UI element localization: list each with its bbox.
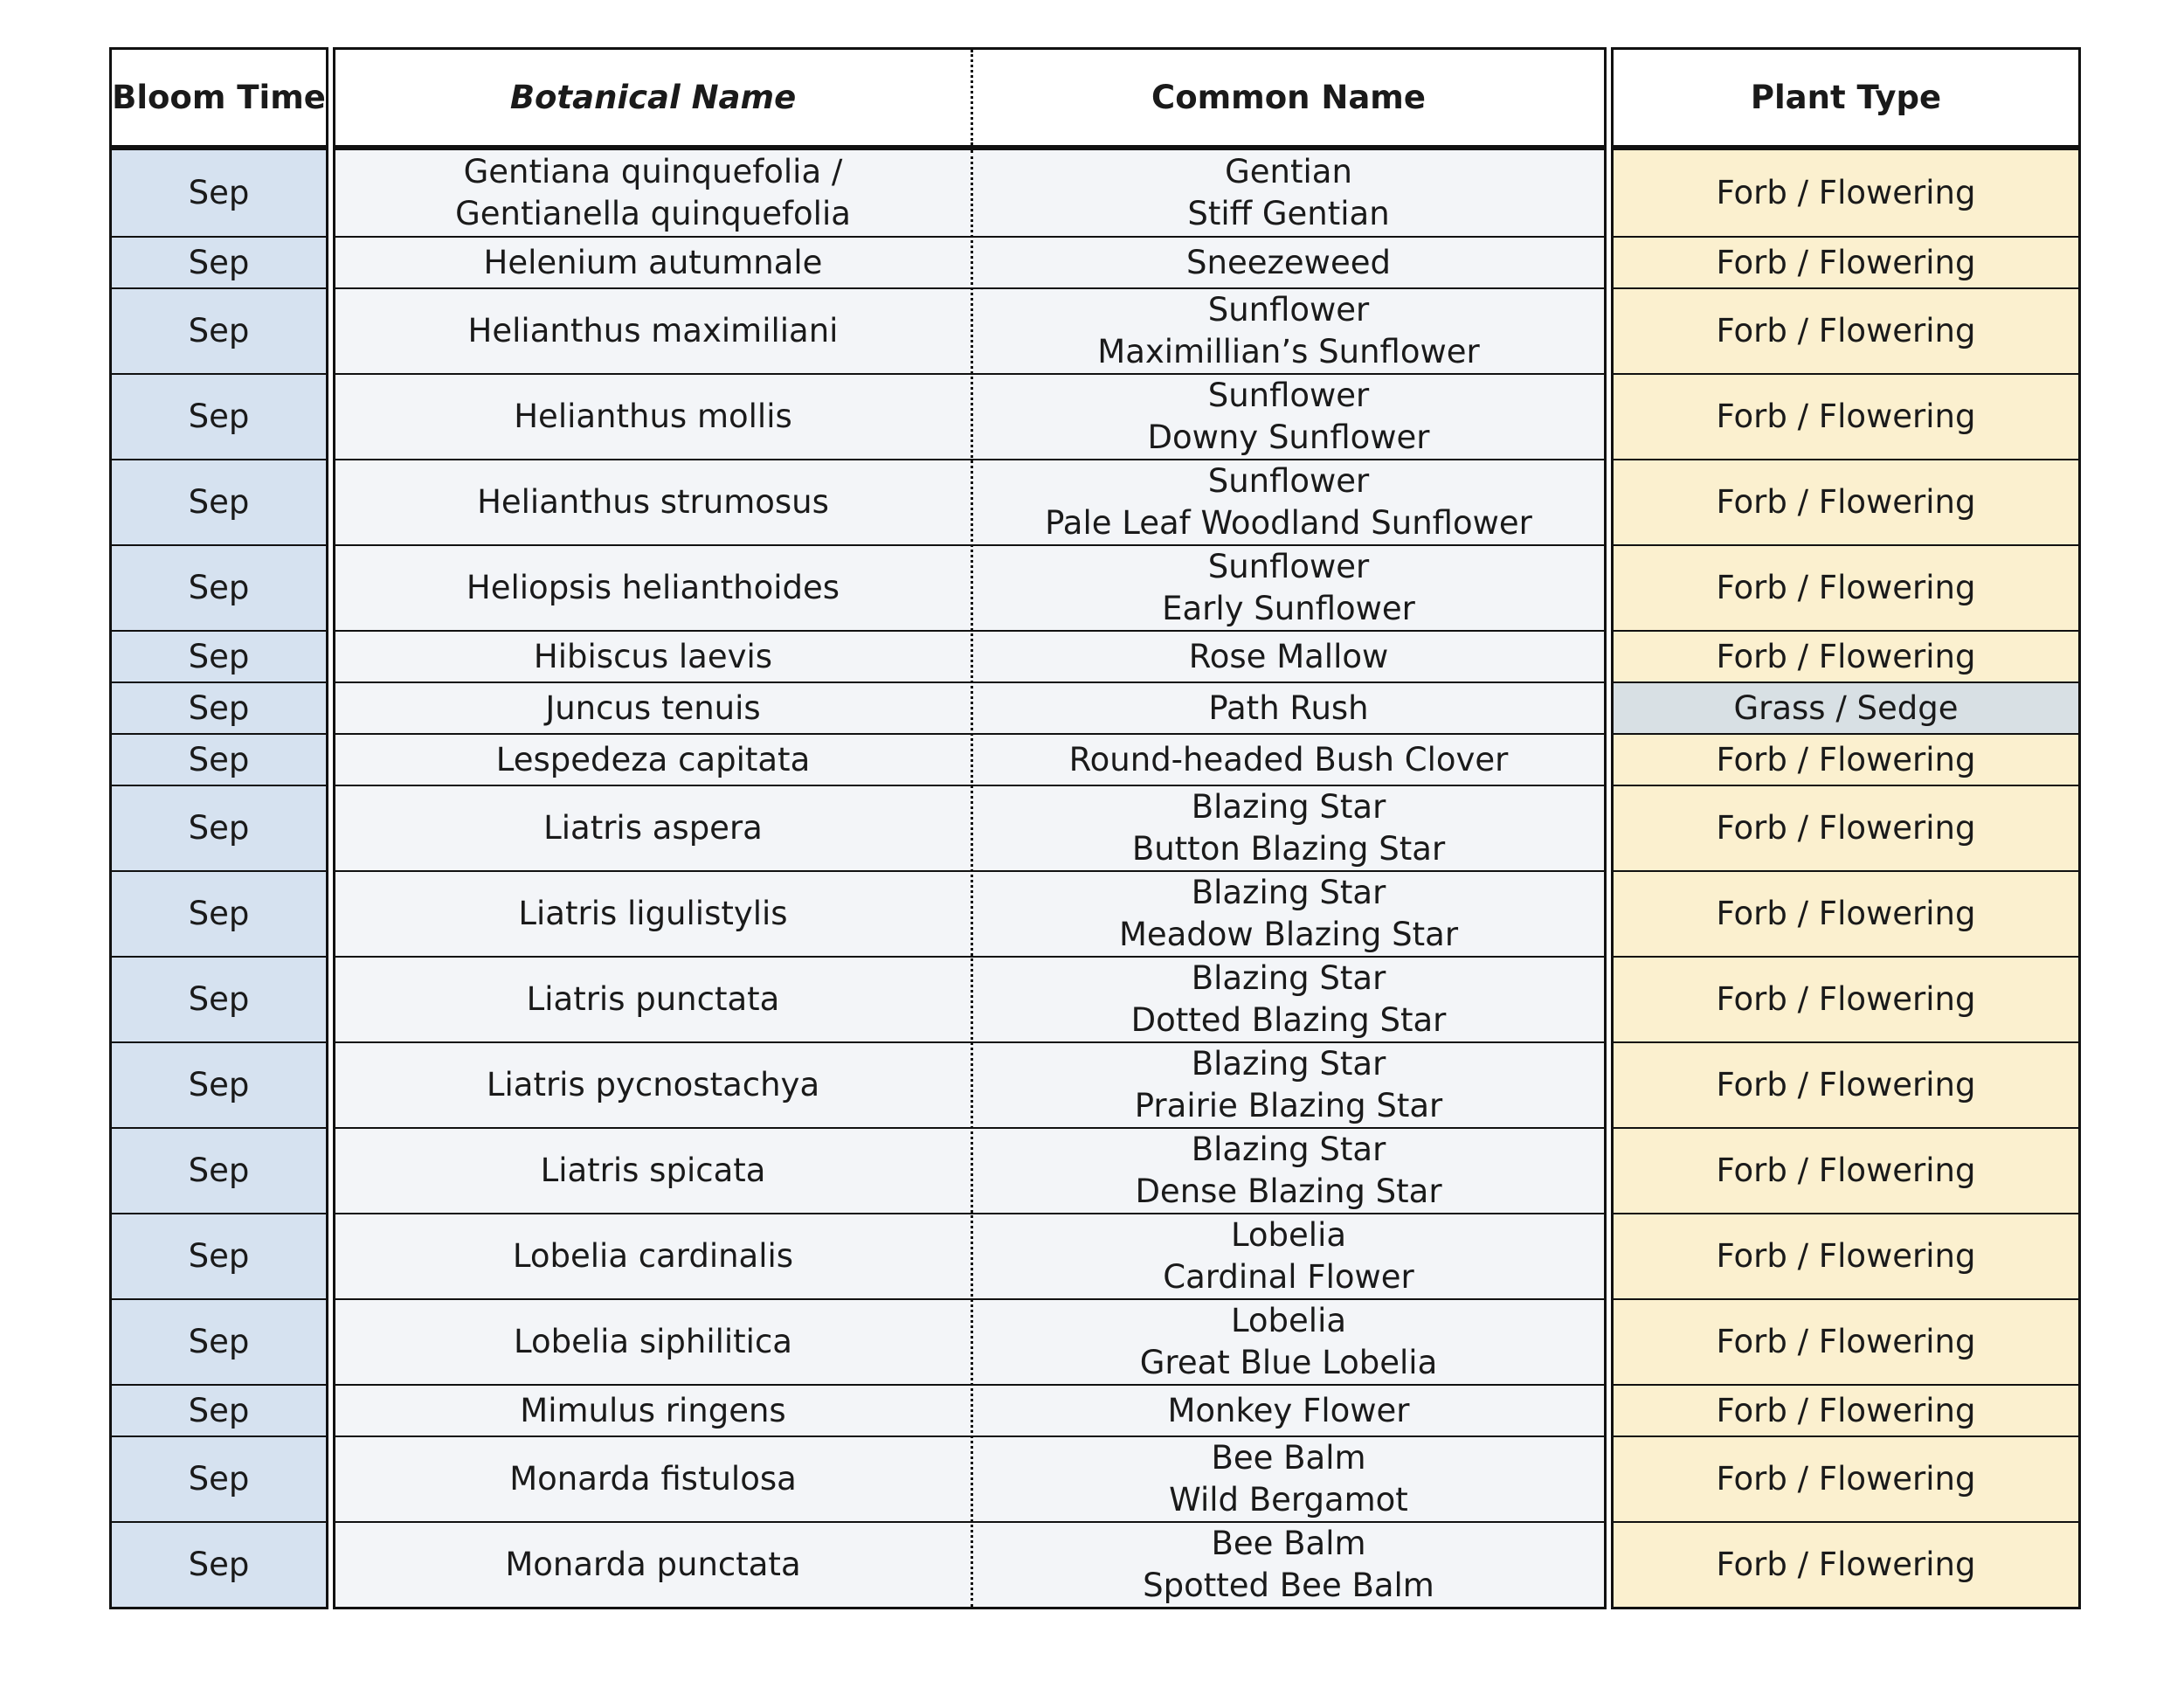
plant-type-cell: [1614, 150, 2078, 236]
name-row: [335, 236, 1604, 287]
name-row: [335, 459, 1604, 544]
bloom-time-cell: [112, 786, 326, 870]
plant-type-cell: [1614, 683, 2078, 733]
bloom-row: [112, 1127, 326, 1213]
bloom-row: [112, 459, 326, 544]
botanical-name-cell: [335, 150, 971, 236]
bloom-row: [112, 1521, 326, 1607]
common-name-cell: [973, 1129, 1604, 1213]
bloom-row: [112, 681, 326, 733]
name-row: [335, 870, 1604, 956]
common-name-cell-line: Bee Balm: [1211, 1439, 1366, 1477]
bloom-time-cell-line: Sep: [188, 809, 250, 847]
plant-type-cell-line: Forb / Flowering: [1716, 809, 1976, 847]
bloom-time-cell: [112, 1214, 326, 1298]
bloom-time-cell-line: Sep: [188, 1066, 250, 1103]
header-plant-type: Plant Type: [1750, 79, 1942, 116]
plant-type-cell: [1614, 238, 2078, 287]
bloom-time-cell-line: Sep: [188, 1460, 250, 1498]
common-name-cell-line: Path Rush: [1208, 688, 1369, 727]
plant-type-cell: [1614, 546, 2078, 630]
bloom-time-cell: [112, 735, 326, 785]
plant-type-cell-line: Forb / Flowering: [1716, 483, 1976, 521]
common-name-cell-line: Blazing Star: [1191, 959, 1386, 997]
common-name-cell: [973, 150, 1604, 236]
common-name-cell-line: Spotted Bee Balm: [1143, 1567, 1434, 1604]
common-name-cell-line: Round-headed Bush Clover: [1068, 740, 1509, 778]
bloom-time-cell: [112, 1129, 326, 1213]
header-bloom-time: Bloom Time: [112, 79, 326, 116]
bloom-time-cell-line: Sep: [188, 740, 250, 778]
common-name-cell: [973, 958, 1604, 1041]
plant-type-cell: [1614, 1300, 2078, 1384]
common-name-cell-line: Wild Bergamot: [1169, 1481, 1408, 1519]
bloom-time-cell: [112, 958, 326, 1041]
botanical-name-cell: [335, 460, 971, 544]
bloom-row: [112, 1041, 326, 1127]
common-name-cell: [973, 1437, 1604, 1521]
bloom-column: [109, 150, 328, 1609]
header-name-block: [333, 47, 1607, 150]
plant-type-cell-line: Forb / Flowering: [1716, 569, 1976, 606]
name-row: [335, 373, 1604, 459]
type-row: [1614, 956, 2078, 1041]
bloom-row: [112, 373, 326, 459]
bloom-time-cell-line: Sep: [188, 1546, 250, 1583]
name-row: [335, 733, 1604, 785]
botanical-name-cell-line: Juncus tenuis: [545, 688, 761, 727]
common-name-cell: [973, 238, 1604, 287]
botanical-name-cell-line: Lespedeza capitata: [495, 740, 811, 778]
bloom-row: [112, 1298, 326, 1384]
plant-type-cell: [1614, 1437, 2078, 1521]
type-row: [1614, 1041, 2078, 1127]
bloom-time-cell-line: Sep: [188, 312, 250, 349]
plant-type-cell-line: Forb / Flowering: [1716, 637, 1976, 675]
type-row: [1614, 1298, 2078, 1384]
common-name-cell-line: Stiff Gentian: [1187, 195, 1390, 232]
bloom-time-cell: [112, 546, 326, 630]
common-name-cell: [973, 546, 1604, 630]
header-type-block: [1611, 47, 2081, 150]
plant-type-cell-line: Forb / Flowering: [1716, 1152, 1976, 1189]
bloom-row: [112, 1213, 326, 1298]
common-name-cell-line: Dense Blazing Star: [1135, 1173, 1442, 1210]
type-row: [1614, 785, 2078, 870]
type-row: [1614, 630, 2078, 681]
bloom-time-cell-line: Sep: [188, 688, 250, 727]
bloom-time-cell: [112, 238, 326, 287]
bloom-time-cell: [112, 872, 326, 956]
plant-type-cell-line: Forb / Flowering: [1716, 243, 1976, 281]
botanical-name-cell-line: Gentianella quinquefolia: [455, 195, 851, 232]
common-name-cell: [973, 1043, 1604, 1127]
common-name-cell: [973, 375, 1604, 459]
bloom-time-cell: [112, 1437, 326, 1521]
bloom-time-cell: [112, 460, 326, 544]
plant-type-cell: [1614, 1386, 2078, 1435]
botanical-name-cell-line: Liatris punctata: [526, 980, 780, 1018]
bloom-time-cell: [112, 150, 326, 236]
bloom-time-cell-line: Sep: [188, 174, 250, 211]
botanical-name-cell-line: Mimulus ringens: [520, 1391, 786, 1429]
plant-type-cell: [1614, 1214, 2078, 1298]
bloom-time-cell-line: Sep: [188, 483, 250, 521]
name-row: [335, 630, 1604, 681]
botanical-name-cell-line: Helianthus strumosus: [477, 483, 829, 521]
plant-type-cell-line: Forb / Flowering: [1716, 1391, 1976, 1429]
botanical-name-cell: [335, 1214, 971, 1298]
botanical-name-cell: [335, 1300, 971, 1384]
common-name-cell: [973, 460, 1604, 544]
name-columns: [333, 150, 1607, 1609]
plant-type-cell-line: Forb / Flowering: [1716, 740, 1976, 778]
name-row: [335, 1521, 1604, 1607]
plant-type-cell-line: Grass / Sedge: [1733, 688, 1959, 727]
botanical-name-cell-line: Liatris ligulistylis: [518, 895, 788, 932]
bloom-row: [112, 1435, 326, 1521]
common-name-cell-line: Lobelia: [1230, 1302, 1347, 1339]
common-name-cell-line: Sunflower: [1207, 548, 1370, 585]
type-row: [1614, 459, 2078, 544]
header-column-divider: [971, 50, 973, 145]
type-row: [1614, 373, 2078, 459]
common-name-cell-line: Blazing Star: [1191, 1131, 1386, 1168]
type-row: [1614, 150, 2078, 236]
plant-type-cell-line: Forb / Flowering: [1716, 895, 1976, 932]
bloom-time-cell: [112, 1386, 326, 1435]
bloom-time-cell-line: Sep: [188, 243, 250, 281]
botanical-name-cell: [335, 632, 971, 681]
bloom-time-cell-line: Sep: [188, 637, 250, 675]
plant-type-column: [1611, 150, 2081, 1609]
botanical-name-cell-line: Helenium autumnale: [483, 243, 823, 281]
plant-type-cell: [1614, 375, 2078, 459]
plant-type-cell: [1614, 872, 2078, 956]
common-name-cell-line: Prairie Blazing Star: [1134, 1087, 1443, 1124]
botanical-name-cell: [335, 1129, 971, 1213]
plant-type-cell: [1614, 1129, 2078, 1213]
bloom-time-cell-line: Sep: [188, 398, 250, 435]
common-name-cell: [973, 1386, 1604, 1435]
type-row: [1614, 1435, 2078, 1521]
common-name-cell: [973, 683, 1604, 733]
bloom-row: [112, 630, 326, 681]
botanical-name-cell-line: Lobelia siphilitica: [514, 1323, 792, 1360]
plant-type-cell-line: Forb / Flowering: [1716, 174, 1976, 211]
botanical-name-cell: [335, 735, 971, 785]
plant-type-cell-line: Forb / Flowering: [1716, 1546, 1976, 1583]
common-name-cell: [973, 735, 1604, 785]
botanical-name-cell: [335, 872, 971, 956]
bloom-time-cell: [112, 632, 326, 681]
common-name-cell-line: Downy Sunflower: [1147, 419, 1430, 456]
plant-type-cell: [1614, 1043, 2078, 1127]
common-name-cell: [973, 1523, 1604, 1607]
plant-type-cell: [1614, 460, 2078, 544]
botanical-name-cell-line: Monarda punctata: [505, 1546, 801, 1583]
botanical-name-cell-line: Monarda fistulosa: [509, 1460, 797, 1498]
common-name-cell-line: Lobelia: [1230, 1216, 1347, 1254]
common-name-cell-line: Blazing Star: [1191, 1045, 1386, 1083]
botanical-name-cell: [335, 1523, 971, 1607]
name-row: [335, 1298, 1604, 1384]
type-row: [1614, 1384, 2078, 1435]
botanical-name-cell: [335, 289, 971, 373]
name-row: [335, 1435, 1604, 1521]
botanical-name-cell: [335, 958, 971, 1041]
botanical-name-cell: [335, 375, 971, 459]
plant-type-cell: [1614, 735, 2078, 785]
common-name-cell: [973, 1300, 1604, 1384]
bloom-time-cell-line: Sep: [188, 1237, 250, 1275]
plant-type-cell: [1614, 289, 2078, 373]
bloom-row: [112, 956, 326, 1041]
header-common-name: Common Name: [1151, 79, 1426, 116]
bloom-row: [112, 870, 326, 956]
name-row: [335, 150, 1604, 236]
bloom-time-cell: [112, 289, 326, 373]
plant-type-cell-line: Forb / Flowering: [1716, 1323, 1976, 1360]
type-row: [1614, 870, 2078, 956]
plant-type-cell: [1614, 632, 2078, 681]
plant-type-cell: [1614, 958, 2078, 1041]
type-row: [1614, 1213, 2078, 1298]
bloom-row: [112, 544, 326, 630]
common-name-cell-line: Dotted Blazing Star: [1130, 1001, 1447, 1039]
common-name-cell-line: Sneezeweed: [1186, 243, 1391, 281]
bloom-time-cell: [112, 1523, 326, 1607]
bloom-time-cell-line: Sep: [188, 1152, 250, 1189]
botanical-name-cell: [335, 546, 971, 630]
botanical-name-cell-line: Gentiana quinquefolia /: [463, 153, 843, 190]
common-name-cell-line: Pale Leaf Woodland Sunflower: [1045, 504, 1532, 542]
common-name-cell-line: Sunflower: [1207, 462, 1370, 500]
common-name-cell: [973, 786, 1604, 870]
name-row: [335, 287, 1604, 373]
bloom-time-cell: [112, 375, 326, 459]
bloom-time-cell-line: Sep: [188, 980, 250, 1018]
botanical-name-cell-line: Liatris pycnostachya: [486, 1066, 820, 1103]
bloom-time-cell-line: Sep: [188, 1323, 250, 1360]
botanical-name-cell-line: Liatris aspera: [543, 809, 763, 847]
botanical-name-cell: [335, 238, 971, 287]
name-row: [335, 1213, 1604, 1298]
name-row: [335, 1384, 1604, 1435]
botanical-name-cell-line: Heliopsis helianthoides: [466, 569, 840, 606]
common-name-cell-line: Sunflower: [1207, 291, 1370, 329]
common-name-cell-line: Rose Mallow: [1188, 637, 1389, 675]
botanical-name-cell: [335, 683, 971, 733]
plant-type-cell-line: Forb / Flowering: [1716, 980, 1976, 1018]
type-row: [1614, 236, 2078, 287]
name-row: [335, 956, 1604, 1041]
plant-type-cell: [1614, 1523, 2078, 1607]
bloom-row: [112, 733, 326, 785]
name-row: [335, 681, 1604, 733]
name-row: [335, 1127, 1604, 1213]
common-name-cell-line: Gentian: [1225, 153, 1352, 190]
name-row: [335, 544, 1604, 630]
botanical-name-cell: [335, 1437, 971, 1521]
common-name-cell: [973, 872, 1604, 956]
common-name-cell: [973, 632, 1604, 681]
header-bloom-block: [109, 47, 328, 150]
common-name-cell-line: Blazing Star: [1191, 788, 1386, 826]
common-name-cell-line: Maximillian’s Sunflower: [1097, 333, 1480, 370]
type-row: [1614, 287, 2078, 373]
type-row: [1614, 733, 2078, 785]
bloom-time-cell-line: Sep: [188, 1391, 250, 1429]
plant-type-cell-line: Forb / Flowering: [1716, 312, 1976, 349]
name-row: [335, 785, 1604, 870]
botanical-name-cell: [335, 1043, 971, 1127]
plant-type-cell-line: Forb / Flowering: [1716, 1066, 1976, 1103]
botanical-name-cell-line: Hibiscus laevis: [533, 637, 773, 675]
common-name-cell-line: Early Sunflower: [1162, 590, 1415, 627]
header-botanical-name: Botanical Name: [509, 79, 797, 116]
common-name-cell-line: Sunflower: [1207, 377, 1370, 414]
common-name-cell-line: Blazing Star: [1191, 874, 1386, 911]
common-name-cell-line: Meadow Blazing Star: [1118, 916, 1459, 953]
bloom-row: [112, 1384, 326, 1435]
plant-type-cell-line: Forb / Flowering: [1716, 1237, 1976, 1275]
common-name-cell-line: Bee Balm: [1211, 1525, 1366, 1562]
botanical-name-cell-line: Helianthus maximiliani: [467, 312, 839, 349]
bloom-time-cell: [112, 1043, 326, 1127]
bloom-row: [112, 785, 326, 870]
common-name-cell: [973, 1214, 1604, 1298]
bloom-time-cell: [112, 1300, 326, 1384]
plant-type-cell-line: Forb / Flowering: [1716, 1460, 1976, 1498]
type-row: [1614, 1521, 2078, 1607]
bloom-time-cell: [112, 683, 326, 733]
botanical-name-cell-line: Liatris spicata: [540, 1152, 766, 1189]
bloom-time-cell-line: Sep: [188, 895, 250, 932]
common-name-cell: [973, 289, 1604, 373]
bloom-time-cell-line: Sep: [188, 569, 250, 606]
botanical-name-cell-line: Lobelia cardinalis: [512, 1237, 794, 1275]
botanical-name-cell-line: Helianthus mollis: [514, 398, 792, 435]
common-name-cell-line: Great Blue Lobelia: [1139, 1344, 1438, 1381]
type-row: [1614, 1127, 2078, 1213]
plant-type-cell: [1614, 786, 2078, 870]
bloom-row: [112, 236, 326, 287]
bloom-row: [112, 150, 326, 236]
type-row: [1614, 544, 2078, 630]
botanical-name-cell: [335, 1386, 971, 1435]
bloom-row: [112, 287, 326, 373]
type-row: [1614, 681, 2078, 733]
common-name-cell-line: Monkey Flower: [1167, 1391, 1410, 1429]
botanical-name-cell: [335, 786, 971, 870]
common-name-cell-line: Cardinal Flower: [1163, 1258, 1414, 1296]
plant-type-cell-line: Forb / Flowering: [1716, 398, 1976, 435]
name-row: [335, 1041, 1604, 1127]
common-name-cell-line: Button Blazing Star: [1131, 830, 1446, 868]
